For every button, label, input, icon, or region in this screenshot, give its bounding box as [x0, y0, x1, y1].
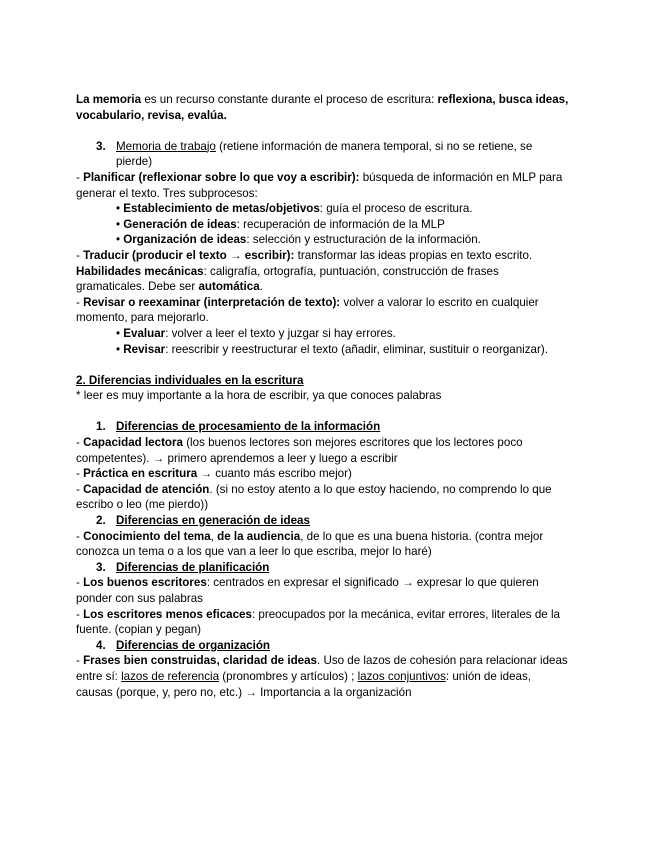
planificar-line: - Planificar (reflexionar sobre lo que voy a escribir): búsqueda de información en MLP para — [76, 170, 563, 184]
list-item: - Práctica en escritura → cuanto más escribo mejor) — [76, 467, 352, 481]
list-item: • Establecimiento de metas/objetivos: guía el proceso de escritura. — [116, 202, 473, 216]
subsection-2-title: 2. Diferencias en generación de ideas — [96, 514, 310, 528]
list-item: - Conocimiento del tema, de la audiencia, de lo que es una buena historia. (contra mejor — [76, 529, 544, 543]
list-item: - Frases bien construidas, claridad de ideas. Uso de lazos de cohesión para relacionar ideas — [76, 654, 568, 668]
revisar-cont: momento, para mejorarlo. — [76, 311, 209, 325]
list-item-cont: entre sí: lazos de referencia (pronombres y artículos) ; lazos conjuntivos: unión de ideas, — [76, 669, 531, 683]
list-item: - Capacidad de atención. (si no estoy atento a lo que estoy haciendo, no comprendo lo que — [76, 482, 552, 496]
list-item-cont: causas (porque, y, pero no, etc.) → Importancia a la organización — [76, 685, 412, 699]
list-item-cont: fuente. (copian y pegan) — [76, 623, 202, 637]
revisar-line: - Revisar o reexaminar (interpretación de texto): volver a valorar lo escrito en cualquier — [76, 295, 539, 309]
traducir-title: Traducir (producir el texto → escribir): — [83, 248, 295, 262]
planificar-title: Planificar (reflexionar sobre lo que voy a escribir): — [83, 170, 360, 184]
list-item: • Evaluar: volver a leer el texto y juzgar si hay errores. — [116, 326, 396, 340]
habilidades-line: Habilidades mecánicas: caligrafía, ortografía, puntuación, construcción de frases — [76, 264, 499, 278]
intro-keywords: reflexiona, busca ideas, — [437, 93, 569, 106]
list-item-cont: conozca un tema o a los que van a leer lo que escriba, mejor lo haré) — [76, 545, 432, 559]
list-item: - Capacidad lectora (los buenos lectores son mejores escritores que los lectores poco — [76, 436, 523, 450]
intro-line-2: vocabulario, revisa, evalúa. — [76, 108, 227, 122]
subsection-1-title: 1. Diferencias de procesamiento de la información — [96, 420, 381, 434]
section-2-title: 2. Diferencias individuales en la escritura — [76, 373, 304, 387]
revisar-title: Revisar o reexaminar (interpretación de texto): — [83, 295, 341, 309]
section-desc: (retiene información de manera temporal, si no se retiene, se — [215, 139, 533, 153]
subsection-3-title: 3. Diferencias de planificación — [96, 560, 270, 574]
list-item-cont: escribo o leo (me pierdo)) — [76, 498, 209, 512]
intro-line-1 — [76, 92, 586, 108]
planificar-desc: búsqueda de información en MLP para — [359, 170, 563, 184]
list-item: - Los buenos escritores: centrados en expresar el significado → expresar lo que quieren — [76, 576, 539, 590]
intro-term: La memoria — [76, 93, 142, 106]
habilidades-title: Habilidades mecánicas — [76, 264, 204, 278]
traducir-line: - Traducir (producir el texto → escribir): transformar las ideas propias en texto escrito. — [76, 248, 533, 262]
list-item-cont: ponder con sus palabras — [76, 592, 203, 605]
list-item-cont: competentes). → primero aprendemos a leer y luego a escribir — [76, 451, 398, 465]
list-number: 3. — [96, 139, 106, 153]
list-item: • Revisar: reescribir y reestructurar el texto (añadir, eliminar, sustituir o reorganizar). — [116, 342, 548, 356]
list-item: - Los escritores menos eficaces: preocupados por la mecánica, evitar errores, literales de la — [76, 607, 560, 621]
document-body — [76, 92, 586, 700]
section-memoria-trabajo — [76, 139, 586, 155]
section-2-note: * leer es muy importante a la hora de escribir, ya que conoces palabras — [76, 389, 442, 403]
habilidades-cont: gramaticales. Debe ser automática. — [76, 280, 263, 294]
intro-text: es un recurso constante durante el proceso de escritura: — [141, 93, 438, 106]
list-item: • Generación de ideas: recuperación de información de la MLP — [116, 217, 445, 231]
section-title: Memoria de trabajo — [116, 139, 216, 153]
section-desc-cont: pierde) — [116, 155, 153, 169]
planificar-cont: generar el texto. Tres subprocesos: — [76, 186, 258, 200]
subsection-4-title: 4. Diferencias de organización — [96, 638, 270, 652]
traducir-desc: transformar las ideas propias en texto escrito. — [294, 248, 533, 262]
list-item: • Organización de ideas: selección y estructuración de la información. — [116, 233, 481, 247]
